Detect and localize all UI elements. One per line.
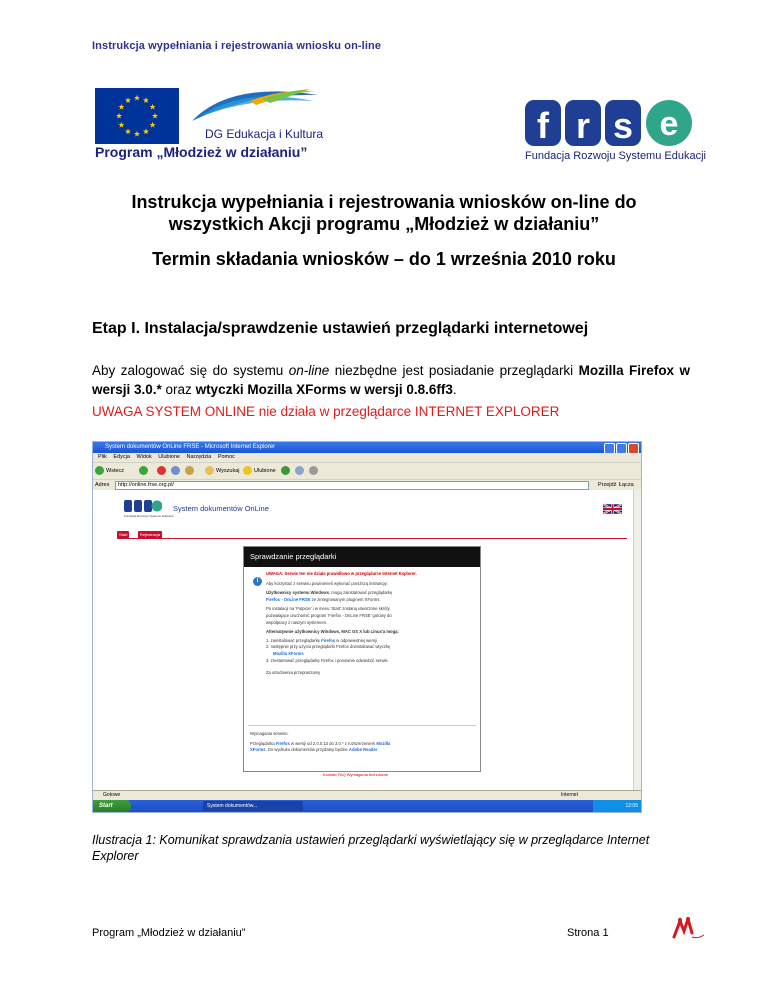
youth-in-action-small-logo [670,917,706,941]
back-label: Wstecz [106,468,125,474]
start-button: Start [93,800,131,812]
step1-text: 1. zainstalować przeglądarkę [266,637,322,643]
star-icon [243,466,252,475]
svg-text:s: s [612,105,634,146]
taskbar-item: System dokumentów... [203,801,303,811]
requirements-line1 [250,741,474,748]
dialog-step3: 3. zrestartować przeglądarkę Firefox i ponownie odwiedzić serwis. [266,657,389,663]
search-button [205,465,239,477]
tabs-underline [117,538,627,539]
back-button [95,465,124,477]
status-zone: Internet [561,792,578,798]
ie-window-title: System dokumentów OnLine FRSE - Microsoft Internet Explorer [105,444,276,450]
windows-taskbar [93,800,641,812]
requirements-label: Wymagania serwisu: [250,731,289,736]
footer-program: Program „Młodzież w działaniu” [92,927,246,939]
intro-xforms-requirement: wtyczki Mozilla XForms w wersji 0.8.6ff3 [195,382,453,397]
intro-paragraph [92,361,690,399]
req-text-3: . Do wydruku dokumentów przydatny będzie [265,747,349,753]
dialog-line3 [266,597,472,604]
document-title-line1: Instrukcja wypełniania i rejestrowania wniosków on-line do [131,192,637,212]
mini-frse-caption: Fundacja Rozwoju Systemu Edukacji [124,514,174,518]
ie-toolbar [93,462,641,479]
dialog-line2 [266,590,472,597]
frse-caption: Fundacja Rozwoju Systemu Edukacji [525,150,706,162]
home-icon [185,466,194,475]
youth-in-action-swoosh-logo [190,87,320,123]
ie-addressbar [93,479,641,490]
req-mozilla-link[interactable]: Mozilla [376,740,391,746]
ie-warning: UWAGA SYSTEM ONLINE nie działa w przeglądarce INTERNET EXPLORER [92,404,560,419]
dialog-title: Sprawdzanie przeglądarki [244,547,480,567]
dialog-line1: Aby korzystać z serwisu powinieneś wykonać poniższą instrukcję: [266,580,388,586]
favorites-button [243,465,276,477]
step1-rest: w odpowiedniej wersji [335,637,377,643]
site-header [93,490,633,528]
go-button: Przejdź [598,482,617,488]
favorites-label: Ulubione [254,468,276,474]
document-title-line2: wszystkich Akcji programu „Młodzież w działaniu” [168,214,600,234]
mail-icon [295,466,304,475]
req-text-1: Przeglądarka [250,740,276,746]
history-button [281,465,292,477]
menu-help: Pomoc [217,454,235,460]
dg-education-culture-label: DG Edukacja i Kultura [205,127,324,141]
refresh-button [171,465,182,477]
mozilla-xforms-link[interactable]: Mozilla XForms [273,650,304,656]
running-header: Instrukcja wypełniania i rejestrowania wniosku on-line [92,40,382,52]
deadline-subtitle: Termin składania wniosków – do 1 września 2010 roku [152,249,616,269]
req-firefox-link[interactable]: Firefox [275,740,290,746]
section-heading: Etap I. Instalacja/sprawdzenie ustawień przeglądarki internetowej [92,320,589,337]
dialog-body [266,571,472,677]
history-icon [281,466,290,475]
menu-file: Plik [98,454,107,460]
print-icon [309,466,318,475]
address-label: Adres [95,482,110,488]
dialog-line3-rest: ze zintegrowanym pluginem XForms. [310,596,381,602]
ie-statusbar [93,790,641,800]
dialog-apology: Za utrudnienia przepraszamy [266,670,321,676]
web-page [93,490,633,790]
dialog-line6: współpracy z naszym systemem. [266,619,328,625]
svg-text:f: f [537,105,549,146]
print-button [309,465,320,477]
figure-caption: Ilustracja 1: Komunikat sprawdzania ustawień przeglądarki wyświetlający się w przeglądarce Internet Explorer [92,833,650,863]
intro-text-4: . [452,382,457,397]
req-text-2: w wersji od 2.0.0.13 do 3.0.* z rozszerzeniem [289,740,377,746]
dialog-step2: 2. następnie przy użyciu przeglądarki Firefox doinstalować wtyczkę [266,644,391,650]
menu-favorites: Ulubione [158,454,180,460]
frse-logo [525,98,693,148]
site-footer-links: Kontakt FAQ Wymagania techniczne [323,772,389,777]
back-arrow-icon [95,466,104,475]
address-field: http://online.frse.org.pl/ [115,481,589,490]
req-xforms-link[interactable]: XForms [250,747,266,753]
footer-page-number: Strona 1 [567,927,609,939]
scrollbar [633,490,642,790]
dialog-line5: pozwalające uruchomić program 'Firefox - OnLine FRSE' gotowy do [266,612,392,618]
forward-button [139,465,150,477]
info-icon: i [253,577,262,586]
menu-tools: Narzędzia [186,454,212,460]
links-button: Łącza [619,482,634,488]
menu-view: Widok [136,454,152,460]
dialog-warning: UWAGA: Serwis ten nie działa prawidłowo w przeglądarce Internet Explorer. [266,571,417,576]
dialog-line7: Alternatywnie użytkownicy Windows, MAC OS X lub Linux'a mogą: [266,629,399,635]
dialog-line4: Po instalacji na 'Pulpicie' i w menu 'Start' zostaną utworzone skróty [266,606,390,612]
program-logo-label: Program „Młodzież w działaniu” [95,144,308,160]
search-icon [205,466,214,475]
svg-text:r: r [575,105,591,146]
dialog-step1 [266,638,472,645]
intro-text-3: oraz [161,382,196,397]
adobe-reader-link[interactable]: Adobe Reader [348,747,378,753]
intro-text-online: on-line [288,363,330,378]
refresh-icon [171,466,180,475]
site-title: System dokumentów OnLine [173,504,269,513]
forward-arrow-icon [139,466,148,475]
svg-text:e: e [659,105,679,143]
tab-rejestracja: Rejestracja [140,532,161,537]
home-button [185,465,196,477]
intro-text-2: niezbędne jest posiadanie przeglądarki [329,363,579,378]
dialog-divider [248,725,476,726]
stop-icon [157,466,166,475]
intro-firefox-requirement: Mozilla Firefox w wersji 3.0.* [92,363,691,397]
menu-edit: Edycja [113,454,130,460]
ie-titlebar [93,442,641,453]
requirements-line2 [250,747,474,754]
intro-text-1: Aby zalogować się do systemu [92,363,289,378]
mail-button [295,465,306,477]
system-tray-clock: 12:05 [593,800,641,812]
eu-flag-logo [95,88,179,144]
dialog-line2-rest: , mogą zainstalować przeglądarkę [329,590,393,596]
ie-menubar [93,453,641,462]
document-title [100,191,668,235]
stop-button [157,465,168,477]
firefox-online-link[interactable]: Firefox - OnLine FRSE [266,596,311,602]
windows-users-label: Użytkownicy systemu Windows [266,590,330,596]
firefox-link[interactable]: Firefox [321,637,336,643]
search-label: Wyszukaj [216,468,240,474]
mini-frse-logo [124,499,162,513]
browser-check-dialog [243,546,481,772]
browser-screenshot-figure [92,441,642,813]
uk-flag-icon [603,503,622,515]
tab-start: Start [119,532,128,537]
status-text: Gotowe [103,792,121,798]
dialog-requirements [250,731,474,754]
